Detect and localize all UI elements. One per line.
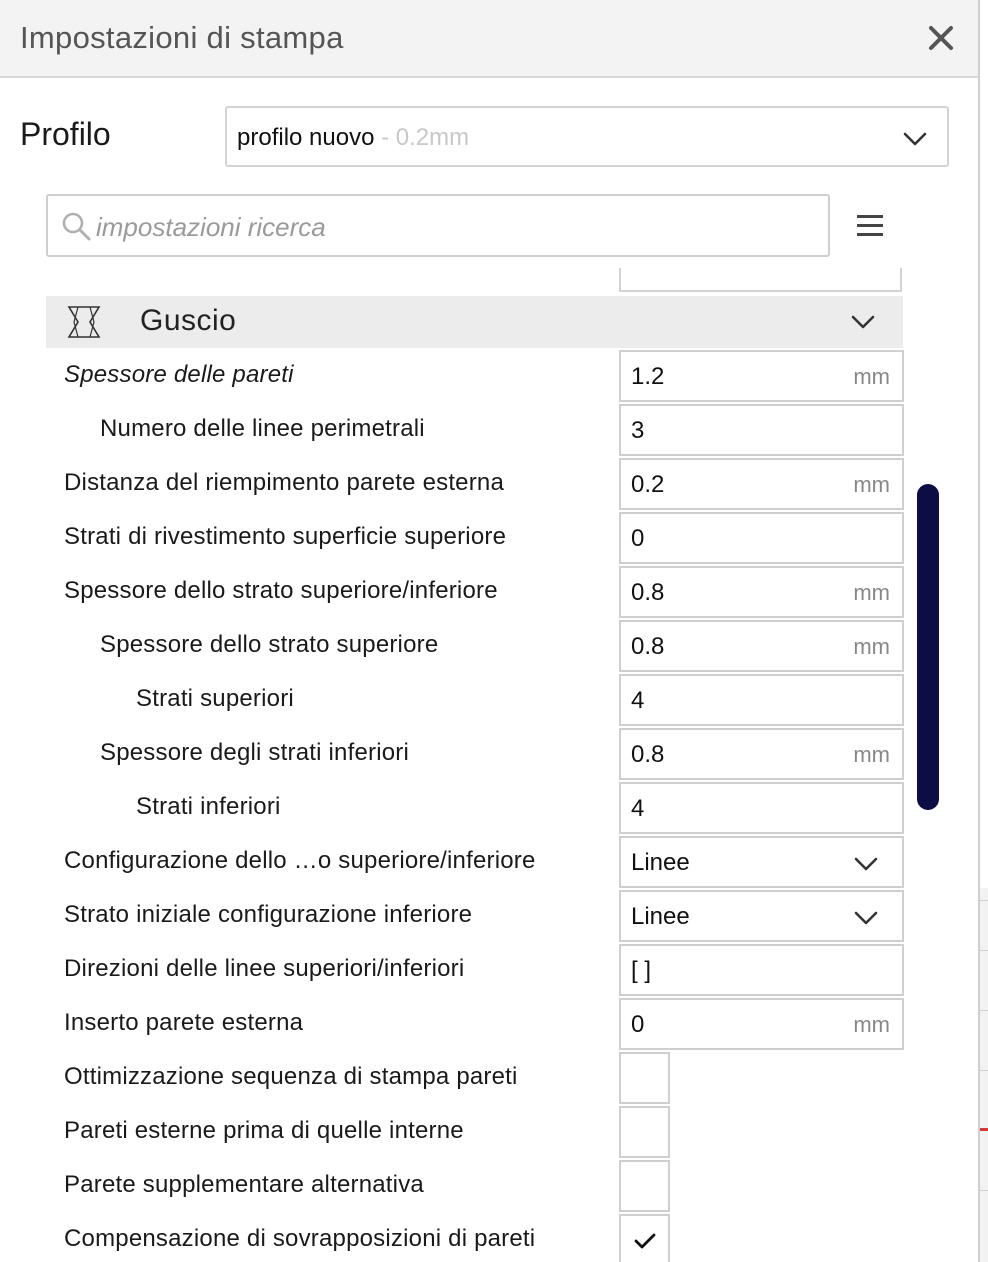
setting-row-wall-overlap-compensation: [46, 1213, 906, 1262]
setting-label: Spessore dello strato superiore: [100, 631, 439, 658]
setting-label: Pareti esterne prima di quelle interne: [64, 1117, 464, 1144]
settings-visibility-menu-button[interactable]: [855, 212, 887, 240]
background-axis-line: [980, 1128, 988, 1131]
setting-row-bottom-pattern-initial-layer: [46, 889, 906, 943]
setting-row-outer-wall-inset: [46, 997, 906, 1051]
chevron-down-icon: [903, 131, 927, 147]
outer-wall-wipe-distance-input[interactable]: [619, 458, 904, 510]
bottom-thickness-input[interactable]: [619, 728, 904, 780]
setting-label: Compensazione di sovrapposizioni di pareti: [64, 1225, 536, 1252]
setting-row-top-surface-skin-layers: [46, 511, 906, 565]
settings-scrollbar[interactable]: [917, 484, 939, 810]
field-value: [ ]: [631, 957, 652, 984]
setting-label: Spessore dello strato superiore/inferiore: [64, 577, 498, 604]
setting-label: Spessore degli strati inferiori: [100, 739, 410, 766]
wall-line-count-input[interactable]: [619, 404, 904, 456]
field-value: 0: [631, 1011, 645, 1038]
previous-setting-field: [619, 268, 902, 292]
field-value: 0.8: [631, 633, 665, 660]
setting-label: Direzioni delle linee superiori/inferiori: [64, 955, 465, 982]
setting-label: Numero delle linee perimetrali: [100, 415, 425, 442]
profile-label: Profilo: [20, 116, 111, 152]
top-surface-skin-layers-input[interactable]: [619, 512, 904, 564]
setting-label: Strato iniziale configurazione inferiore: [64, 901, 473, 928]
field-value: 0: [631, 525, 645, 552]
optimize-wall-order-checkbox[interactable]: [619, 1052, 670, 1104]
background-viewport: [980, 888, 988, 1262]
chevron-down-icon: [854, 910, 878, 926]
checkmark-icon: [633, 1232, 657, 1250]
bottom-pattern-initial-layer-dropdown[interactable]: [619, 890, 904, 942]
profile-name: profilo nuovo: [237, 124, 375, 151]
setting-label: Strati di rivestimento superficie superiore: [64, 523, 507, 550]
field-value: 4: [631, 687, 645, 714]
field-value: 3: [631, 417, 645, 444]
setting-row-top-bottom-line-directions: [46, 943, 906, 997]
setting-row-top-bottom-thickness: [46, 565, 906, 619]
setting-row-bottom-thickness: [46, 727, 906, 781]
setting-row-wall-line-count: [46, 403, 906, 457]
background-grid-line: [980, 950, 988, 951]
field-unit: mm: [853, 634, 890, 659]
field-value: 4: [631, 795, 645, 822]
bottom-layers-input[interactable]: [619, 782, 904, 834]
alternate-extra-wall-checkbox[interactable]: [619, 1160, 670, 1212]
setting-row-wall-thickness: [46, 349, 906, 403]
setting-row-top-bottom-pattern: [46, 835, 906, 889]
setting-row-top-layers: [46, 673, 906, 727]
field-value: 0.8: [631, 741, 665, 768]
setting-row-optimize-wall-order: [46, 1051, 906, 1105]
background-grid-line: [980, 1070, 988, 1071]
field-value: Linee: [631, 903, 690, 930]
setting-row-outer-before-inner-walls: [46, 1105, 906, 1159]
setting-label: Strati superiori: [136, 685, 294, 712]
field-unit: mm: [853, 472, 890, 497]
panel-title: Impostazioni di stampa: [20, 20, 344, 55]
hamburger-menu-icon: [855, 212, 887, 240]
search-icon: [60, 210, 92, 242]
close-icon[interactable]: [923, 20, 959, 56]
section-title: Guscio: [140, 304, 237, 337]
setting-label: Spessore delle pareti: [64, 361, 294, 388]
setting-label: Inserto parete esterna: [64, 1009, 304, 1036]
top-layers-input[interactable]: [619, 674, 904, 726]
setting-label: Strati inferiori: [136, 793, 281, 820]
setting-row-bottom-layers: [46, 781, 906, 835]
section-header-shell[interactable]: [46, 296, 903, 348]
title-bar: [0, 0, 978, 78]
setting-row-outer-wall-wipe-distance: [46, 457, 906, 511]
outer-wall-inset-input[interactable]: [619, 998, 904, 1050]
background-grid-line: [980, 1190, 988, 1191]
field-unit: mm: [853, 742, 890, 767]
profile-dropdown[interactable]: [225, 106, 949, 167]
setting-label: Configurazione dello …o superiore/inferiore: [64, 847, 536, 874]
field-unit: mm: [853, 1012, 890, 1037]
setting-row-top-thickness: [46, 619, 906, 673]
setting-label: Distanza del riempimento parete esterna: [64, 469, 505, 496]
search-input[interactable]: [94, 206, 818, 248]
profile-selected-value: [237, 124, 469, 152]
shell-icon: [66, 305, 102, 339]
top-bottom-pattern-dropdown[interactable]: [619, 836, 904, 888]
setting-row-alternate-extra-wall: [46, 1159, 906, 1213]
profile-layer-height: - 0.2mm: [374, 124, 470, 151]
wall-overlap-compensation-checkbox[interactable]: [619, 1214, 670, 1262]
top-thickness-input[interactable]: [619, 620, 904, 672]
field-value: 1.2: [631, 363, 665, 390]
setting-label: Ottimizzazione sequenza di stampa pareti: [64, 1063, 518, 1090]
field-value: 0.8: [631, 579, 665, 606]
field-unit: mm: [853, 364, 890, 389]
background-grid-line: [980, 900, 988, 901]
background-grid-line: [980, 1010, 988, 1011]
setting-label: Parete supplementare alternativa: [64, 1171, 424, 1198]
field-value: Linee: [631, 849, 690, 876]
field-unit: mm: [853, 580, 890, 605]
top-bottom-thickness-input[interactable]: [619, 566, 904, 618]
chevron-down-icon: [854, 856, 878, 872]
top-bottom-line-directions-input[interactable]: [619, 944, 904, 996]
wall-thickness-input[interactable]: [619, 350, 904, 402]
field-value: 0.2: [631, 471, 665, 498]
outer-before-inner-walls-checkbox[interactable]: [619, 1106, 670, 1158]
chevron-down-icon: [851, 314, 875, 330]
search-box: [46, 194, 830, 257]
